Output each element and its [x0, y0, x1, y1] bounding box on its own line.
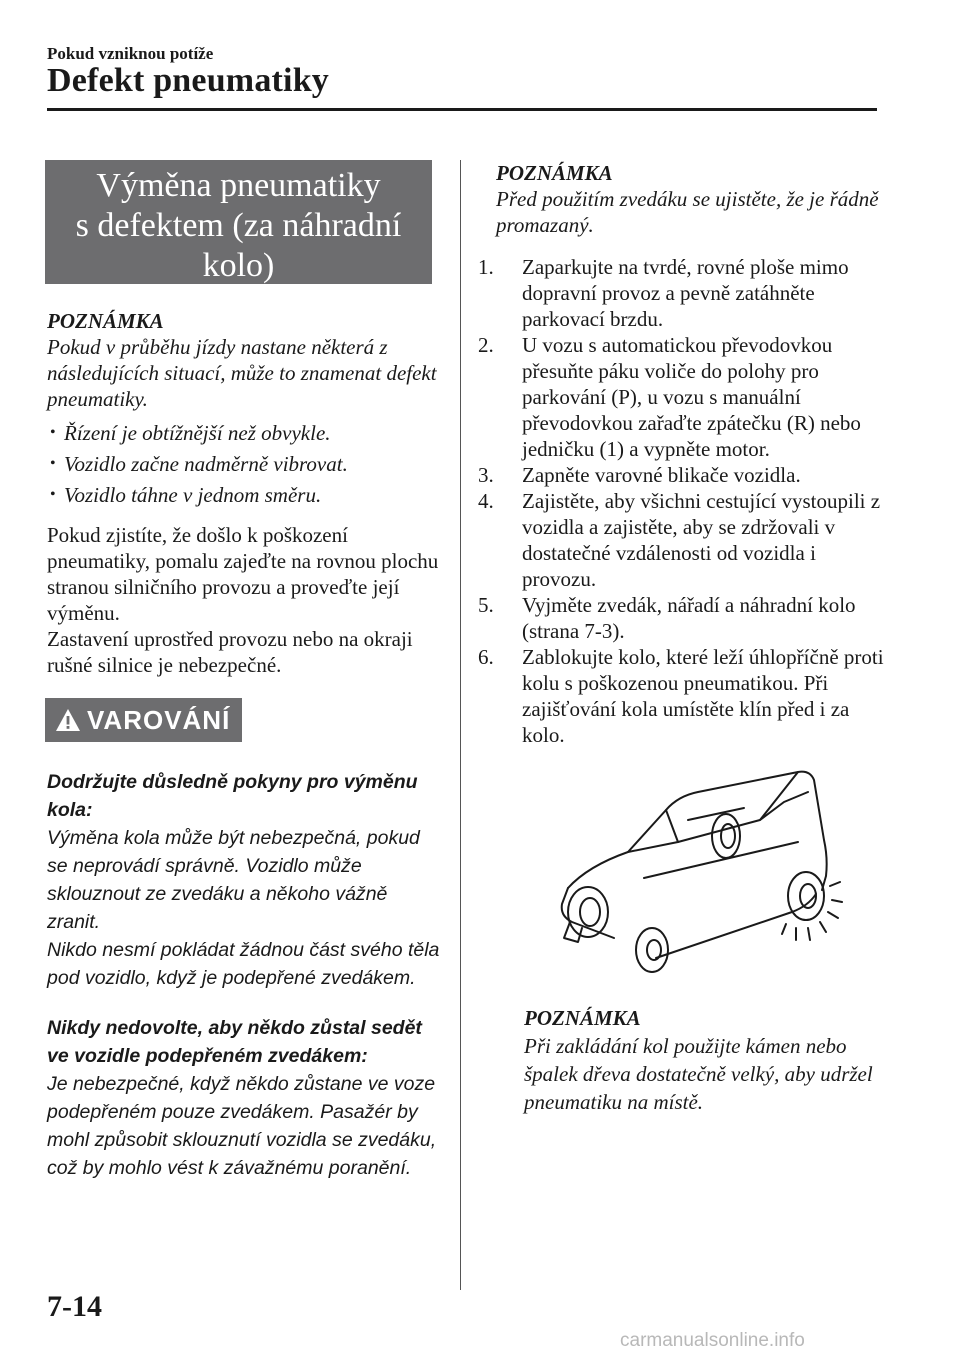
warning-badge	[45, 698, 242, 742]
note-text: Pokud v průběhu jízdy nastane některá z následujících situací, může to znamenat defekt pneumatiky.	[47, 335, 437, 411]
step-number: 4.	[478, 489, 494, 513]
step-number: 2.	[478, 333, 494, 357]
step-text: Zajistěte, aby všichni cestující vystoupili z vozidla a zajistěte, aby se zdržovali v dostatečné vzdálenosti od vozidla i provozu.	[522, 489, 881, 591]
note-heading: POZNÁMKA	[524, 1006, 641, 1030]
note-text: Před použitím zvedáku se ujistěte, že je řádně promazaný.	[496, 187, 879, 237]
warning-block	[47, 768, 442, 992]
step-number: 3.	[478, 463, 494, 487]
note-text: Při zakládání kol použijte kámen nebo špalek dřeva dostatečně velký, aby udržel pneumatiku na místě.	[524, 1034, 873, 1114]
warning-triangle-icon	[55, 708, 81, 732]
warning-text: Nikdo nesmí pokládat žádnou část svého těla pod vozidlo, když je podepřené zvedákem.	[47, 939, 440, 989]
section-title-line-1: Výměna pneumatiky	[96, 167, 381, 204]
page-number: 7-14	[47, 1290, 102, 1323]
step-text: Zablokujte kolo, které leží úhlopříčně proti kolu s poškozenou pneumatikou. Při zajišťování kola umístěte klín před i za kolo.	[522, 645, 884, 747]
header-rule	[47, 108, 877, 111]
step-number: 1.	[478, 255, 494, 279]
list-item	[478, 332, 886, 462]
section-title-line-2: s defektem (za náhradní	[75, 207, 402, 244]
section-title-line-3: kolo)	[202, 247, 275, 284]
warning-heading: Nikdy nedovolte, aby někdo zůstal sedět ve vozidle podepřeném zvedákem:	[47, 1017, 422, 1067]
list-item	[478, 462, 886, 488]
warning-label: VAROVÁNÍ	[87, 705, 231, 735]
list-item: • Vozidlo začne nadměrně vibrovat.	[47, 451, 442, 477]
section-title-box	[45, 160, 432, 284]
step-list	[478, 254, 886, 748]
wheel-chock-illustration	[548, 762, 848, 984]
warning-text: Je nebezpečné, když někdo zůstane ve voze podepřeném pouze zvedákem. Pasažér by mohl způsobit sklouznutí vozidla se zvedáku, což by mohlo vést k závažnému poranění.	[47, 1073, 437, 1179]
list-item	[478, 592, 886, 644]
note-heading: POZNÁMKA	[47, 309, 164, 333]
list-item	[478, 644, 886, 748]
warning-block	[47, 1014, 442, 1182]
list-item	[478, 488, 886, 592]
step-text: U vozu s automatickou převodovkou přesuňte páku voliče do polohy pro parkování (P), u vozu s manuální převodovkou zařaďte zpátečku (R) nebo jedničku (1) a vypněte motor.	[522, 333, 861, 461]
section-label: Pokud vzniknou potíže	[47, 44, 214, 63]
page-heading: Defekt pneumatiky	[47, 62, 330, 99]
step-text: Zapněte varovné blikače vozidla.	[522, 463, 801, 487]
step-number: 5.	[478, 593, 494, 617]
figure-note	[524, 1004, 884, 1116]
symptom-list	[47, 420, 442, 508]
column-divider	[460, 160, 461, 1290]
note-heading: POZNÁMKA	[496, 161, 613, 185]
paragraph: Pokud zjistíte, že došlo k poškození pneumatiky, pomalu zajeďte na rovnou plochu stranou silničního provozu a proveďte její výměnu.	[47, 523, 439, 625]
list-item: • Vozidlo táhne v jednom směru.	[47, 482, 442, 508]
watermark: carmanualsonline.info	[620, 1330, 805, 1351]
right-column	[478, 160, 886, 748]
paragraph: Zastavení uprostřed provozu nebo na okraji rušné silnice je nebezpečné.	[47, 627, 413, 677]
list-item	[478, 254, 886, 332]
step-text: Zaparkujte na tvrdé, rovné ploše mimo dopravní provoz a pevně zatáhněte parkovací brzdu.	[522, 255, 849, 331]
step-number: 6.	[478, 645, 494, 669]
list-item: • Řízení je obtížnější než obvykle.	[47, 420, 442, 446]
warning-heading: Dodržujte důsledně pokyny pro výměnu kola:	[47, 771, 418, 821]
warning-text: Výměna kola může být nebezpečná, pokud se neprovádí správně. Vozidlo může sklouznout ze zvedáku a někoho vážně zranit.	[47, 827, 420, 933]
step-text: Vyjměte zvedák, nářadí a náhradní kolo (strana 7-3).	[522, 593, 856, 643]
left-column	[47, 308, 442, 1182]
